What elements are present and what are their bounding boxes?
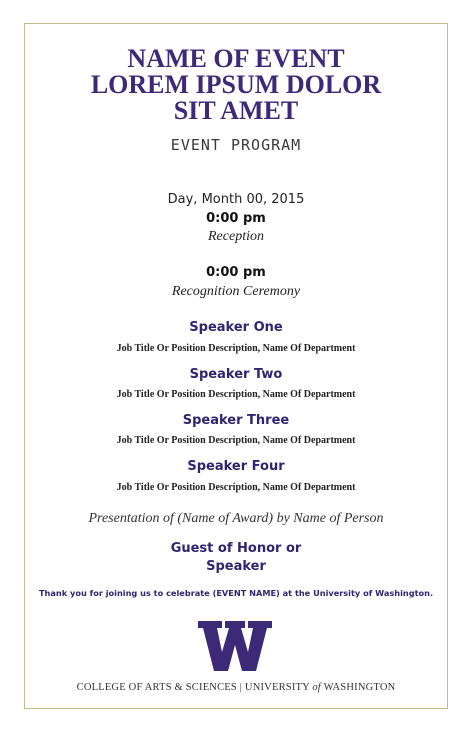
event-title	[24, 46, 448, 124]
ceremony-time: 0:00 pm	[206, 265, 266, 280]
guest-of-honor	[24, 540, 448, 576]
speaker-three-name: Speaker Three	[182, 413, 290, 428]
footer-wordmark	[24, 682, 448, 693]
event-date: Day, Month 00, 2015	[167, 192, 305, 207]
guest-line-1: Guest of Honor or	[170, 541, 302, 556]
title-line-3: SIT AMET	[173, 96, 299, 125]
title-line-1: NAME OF EVENT	[127, 44, 345, 73]
title-line-2: LOREM IPSUM DOLOR	[90, 70, 382, 99]
speaker-three-role: Job Title Or Position Description, Name Of Department	[116, 435, 356, 446]
footer-of: of	[312, 682, 321, 693]
speaker-four-name: Speaker Four	[187, 459, 285, 474]
guest-line-2: Speaker	[206, 559, 266, 574]
footer-washington: WASHINGTON	[323, 682, 396, 693]
reception-time: 0:00 pm	[206, 211, 266, 226]
uw-w-logo-icon	[198, 621, 272, 671]
speaker-four-role: Job Title Or Position Description, Name Of Department	[116, 482, 356, 493]
reception-label: Reception	[208, 229, 264, 244]
speaker-one-name: Speaker One	[189, 320, 283, 335]
thank-you-note: Thank you for joining us to celebrate (EVENT NAME) at the University of Washington.	[38, 588, 434, 598]
speaker-one-role: Job Title Or Position Description, Name Of Department	[116, 343, 356, 354]
footer-university: UNIVERSITY	[244, 682, 310, 693]
event-program-subtitle: EVENT PROGRAM	[170, 136, 302, 154]
speaker-two-role: Job Title Or Position Description, Name Of Department	[116, 389, 356, 400]
page-border	[24, 23, 448, 709]
footer-college: COLLEGE OF ARTS & SCIENCES	[76, 682, 237, 693]
speaker-two-name: Speaker Two	[189, 367, 283, 382]
ceremony-label: Recognition Ceremony	[171, 284, 301, 299]
award-presentation: Presentation of (Name of Award) by Name of Person	[88, 511, 384, 526]
footer-separator: |	[239, 682, 243, 693]
